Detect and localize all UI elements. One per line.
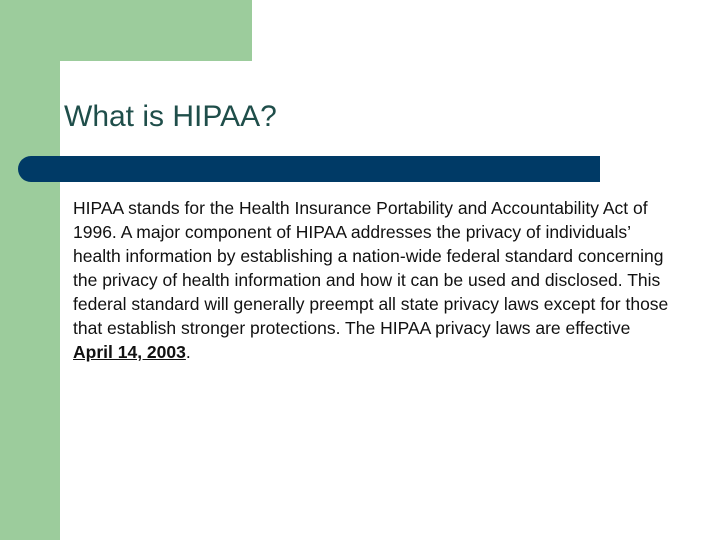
title-underline-bar	[18, 156, 600, 182]
body-text: HIPAA stands for the Health Insurance Portability and Accountability Act of 1996. A major component of HIPAA addresses the privacy of individuals’ health information by establishing a nation-wide federal standard concerning the privacy of health information and how it can be used and disclosed. This federal standard will generally preempt all state privacy laws except for those that establish stronger protections. The HIPAA privacy laws are effective	[73, 198, 669, 338]
slide-title: What is HIPAA?	[64, 100, 277, 133]
slide-body	[73, 196, 673, 364]
green-sidebar	[0, 0, 60, 540]
body-end-punctuation: .	[185, 342, 191, 362]
effective-date: April 14, 2003	[73, 342, 186, 362]
green-top-block	[0, 0, 252, 61]
